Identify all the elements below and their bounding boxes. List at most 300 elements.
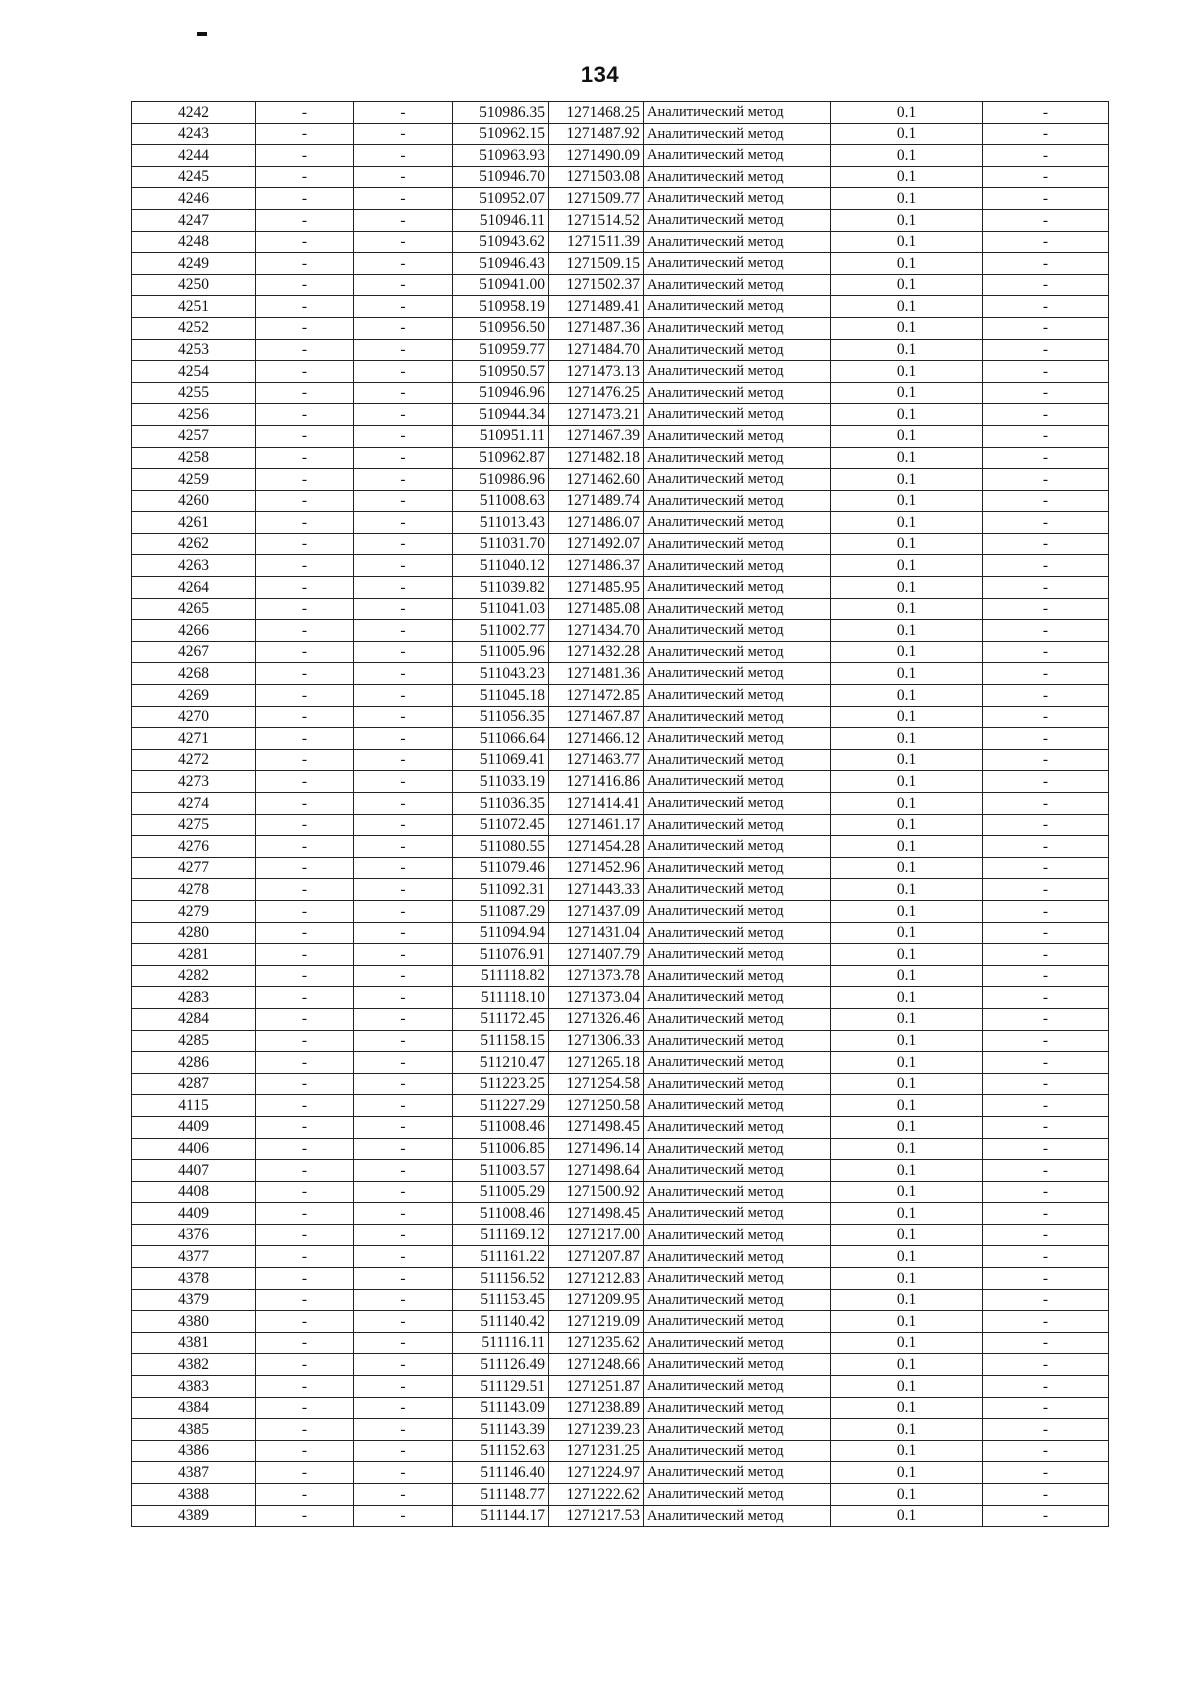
x-coordinate-cell: 510962.87 (453, 447, 549, 469)
empty-value-cell: - (256, 1354, 354, 1376)
empty-value-cell: - (256, 965, 354, 987)
point-number-cell: 4266 (132, 620, 256, 642)
table-row (132, 814, 1109, 836)
table-row (132, 965, 1109, 987)
method-cell: Аналитический метод (644, 188, 831, 210)
y-coordinate-cell: 1271432.28 (549, 641, 644, 663)
empty-value-cell: - (256, 879, 354, 901)
y-coordinate-cell: 1271224.97 (549, 1462, 644, 1484)
precision-cell: 0.1 (831, 706, 983, 728)
x-coordinate-cell: 511008.46 (453, 1203, 549, 1225)
method-cell: Аналитический метод (644, 1484, 831, 1506)
empty-value-cell: - (983, 296, 1109, 318)
method-cell: Аналитический метод (644, 490, 831, 512)
precision-cell: 0.1 (831, 1311, 983, 1333)
precision-cell: 0.1 (831, 102, 983, 124)
table-row (132, 1419, 1109, 1441)
method-cell: Аналитический метод (644, 1073, 831, 1095)
empty-value-cell: - (256, 1311, 354, 1333)
empty-value-cell: - (983, 123, 1109, 145)
empty-value-cell: - (256, 1246, 354, 1268)
empty-value-cell: - (256, 836, 354, 858)
x-coordinate-cell: 511129.51 (453, 1376, 549, 1398)
empty-value-cell: - (983, 1440, 1109, 1462)
empty-value-cell: - (983, 253, 1109, 275)
method-cell: Аналитический метод (644, 728, 831, 750)
precision-cell: 0.1 (831, 922, 983, 944)
x-coordinate-cell: 511140.42 (453, 1311, 549, 1333)
empty-value-cell: - (983, 598, 1109, 620)
point-number-cell: 4406 (132, 1138, 256, 1160)
empty-value-cell: - (354, 1332, 453, 1354)
empty-value-cell: - (983, 209, 1109, 231)
empty-value-cell: - (256, 987, 354, 1009)
empty-value-cell: - (256, 1052, 354, 1074)
empty-value-cell: - (256, 1397, 354, 1419)
empty-value-cell: - (256, 1268, 354, 1290)
y-coordinate-cell: 1271209.95 (549, 1289, 644, 1311)
x-coordinate-cell: 511172.45 (453, 1008, 549, 1030)
x-coordinate-cell: 511161.22 (453, 1246, 549, 1268)
empty-value-cell: - (354, 663, 453, 685)
precision-cell: 0.1 (831, 166, 983, 188)
x-coordinate-cell: 511126.49 (453, 1354, 549, 1376)
empty-value-cell: - (983, 663, 1109, 685)
empty-value-cell: - (354, 188, 453, 210)
table-row (132, 145, 1109, 167)
precision-cell: 0.1 (831, 1203, 983, 1225)
precision-cell: 0.1 (831, 231, 983, 253)
x-coordinate-cell: 511146.40 (453, 1462, 549, 1484)
empty-value-cell: - (354, 1008, 453, 1030)
method-cell: Аналитический метод (644, 469, 831, 491)
precision-cell: 0.1 (831, 836, 983, 858)
empty-value-cell: - (983, 1462, 1109, 1484)
method-cell: Аналитический метод (644, 425, 831, 447)
y-coordinate-cell: 1271502.37 (549, 274, 644, 296)
method-cell: Аналитический метод (644, 1397, 831, 1419)
empty-value-cell: - (256, 1440, 354, 1462)
point-number-cell: 4287 (132, 1073, 256, 1095)
method-cell: Аналитический метод (644, 296, 831, 318)
y-coordinate-cell: 1271235.62 (549, 1332, 644, 1354)
method-cell: Аналитический метод (644, 1440, 831, 1462)
point-number-cell: 4271 (132, 728, 256, 750)
point-number-cell: 4386 (132, 1440, 256, 1462)
x-coordinate-cell: 511223.25 (453, 1073, 549, 1095)
table-row (132, 1397, 1109, 1419)
empty-value-cell: - (354, 1052, 453, 1074)
empty-value-cell: - (354, 965, 453, 987)
point-number-cell: 4272 (132, 749, 256, 771)
point-number-cell: 4263 (132, 555, 256, 577)
empty-value-cell: - (354, 1030, 453, 1052)
y-coordinate-cell: 1271254.58 (549, 1073, 644, 1095)
precision-cell: 0.1 (831, 1030, 983, 1052)
method-cell: Аналитический метод (644, 1008, 831, 1030)
method-cell: Аналитический метод (644, 361, 831, 383)
y-coordinate-cell: 1271486.07 (549, 512, 644, 534)
point-number-cell: 4259 (132, 469, 256, 491)
empty-value-cell: - (983, 166, 1109, 188)
method-cell: Аналитический метод (644, 1224, 831, 1246)
empty-value-cell: - (354, 641, 453, 663)
empty-value-cell: - (983, 231, 1109, 253)
method-cell: Аналитический метод (644, 1246, 831, 1268)
empty-value-cell: - (983, 1268, 1109, 1290)
precision-cell: 0.1 (831, 749, 983, 771)
method-cell: Аналитический метод (644, 102, 831, 124)
x-coordinate-cell: 510951.11 (453, 425, 549, 447)
y-coordinate-cell: 1271326.46 (549, 1008, 644, 1030)
point-number-cell: 4281 (132, 944, 256, 966)
empty-value-cell: - (354, 404, 453, 426)
method-cell: Аналитический метод (644, 1203, 831, 1225)
precision-cell: 0.1 (831, 145, 983, 167)
empty-value-cell: - (354, 123, 453, 145)
method-cell: Аналитический метод (644, 145, 831, 167)
table-row (132, 1505, 1109, 1527)
y-coordinate-cell: 1271212.83 (549, 1268, 644, 1290)
empty-value-cell: - (983, 447, 1109, 469)
empty-value-cell: - (256, 598, 354, 620)
empty-value-cell: - (354, 469, 453, 491)
empty-value-cell: - (983, 900, 1109, 922)
method-cell: Аналитический метод (644, 922, 831, 944)
method-cell: Аналитический метод (644, 749, 831, 771)
precision-cell: 0.1 (831, 188, 983, 210)
point-number-cell: 4264 (132, 577, 256, 599)
point-number-cell: 4247 (132, 209, 256, 231)
empty-value-cell: - (354, 1440, 453, 1462)
x-coordinate-cell: 511118.82 (453, 965, 549, 987)
empty-value-cell: - (354, 1181, 453, 1203)
table-row (132, 296, 1109, 318)
y-coordinate-cell: 1271452.96 (549, 857, 644, 879)
precision-cell: 0.1 (831, 879, 983, 901)
empty-value-cell: - (256, 1462, 354, 1484)
empty-value-cell: - (256, 253, 354, 275)
empty-value-cell: - (256, 922, 354, 944)
method-cell: Аналитический метод (644, 231, 831, 253)
empty-value-cell: - (983, 1505, 1109, 1527)
y-coordinate-cell: 1271485.08 (549, 598, 644, 620)
point-number-cell: 4388 (132, 1484, 256, 1506)
method-cell: Аналитический метод (644, 1419, 831, 1441)
empty-value-cell: - (354, 339, 453, 361)
table-row (132, 1289, 1109, 1311)
empty-value-cell: - (256, 728, 354, 750)
table-row (132, 771, 1109, 793)
precision-cell: 0.1 (831, 1181, 983, 1203)
precision-cell: 0.1 (831, 123, 983, 145)
empty-value-cell: - (983, 1073, 1109, 1095)
x-coordinate-cell: 511118.10 (453, 987, 549, 1009)
empty-value-cell: - (354, 1138, 453, 1160)
empty-value-cell: - (354, 555, 453, 577)
precision-cell: 0.1 (831, 382, 983, 404)
table-row (132, 944, 1109, 966)
precision-cell: 0.1 (831, 641, 983, 663)
x-coordinate-cell: 511210.47 (453, 1052, 549, 1074)
empty-value-cell: - (256, 1160, 354, 1182)
method-cell: Аналитический метод (644, 1462, 831, 1484)
precision-cell: 0.1 (831, 1268, 983, 1290)
empty-value-cell: - (354, 706, 453, 728)
table-row (132, 620, 1109, 642)
empty-value-cell: - (256, 447, 354, 469)
y-coordinate-cell: 1271473.21 (549, 404, 644, 426)
point-number-cell: 4384 (132, 1397, 256, 1419)
point-number-cell: 4385 (132, 1419, 256, 1441)
y-coordinate-cell: 1271486.37 (549, 555, 644, 577)
x-coordinate-cell: 511153.45 (453, 1289, 549, 1311)
point-number-cell: 4275 (132, 814, 256, 836)
empty-value-cell: - (983, 512, 1109, 534)
point-number-cell: 4115 (132, 1095, 256, 1117)
empty-value-cell: - (983, 1181, 1109, 1203)
precision-cell: 0.1 (831, 274, 983, 296)
point-number-cell: 4409 (132, 1203, 256, 1225)
table-row (132, 1376, 1109, 1398)
x-coordinate-cell: 511156.52 (453, 1268, 549, 1290)
y-coordinate-cell: 1271407.79 (549, 944, 644, 966)
empty-value-cell: - (983, 879, 1109, 901)
empty-value-cell: - (983, 425, 1109, 447)
empty-value-cell: - (354, 1224, 453, 1246)
point-number-cell: 4286 (132, 1052, 256, 1074)
table-row (132, 274, 1109, 296)
y-coordinate-cell: 1271222.62 (549, 1484, 644, 1506)
point-number-cell: 4284 (132, 1008, 256, 1030)
empty-value-cell: - (983, 188, 1109, 210)
empty-value-cell: - (354, 1505, 453, 1527)
point-number-cell: 4285 (132, 1030, 256, 1052)
empty-value-cell: - (983, 274, 1109, 296)
method-cell: Аналитический метод (644, 253, 831, 275)
empty-value-cell: - (354, 166, 453, 188)
empty-value-cell: - (256, 793, 354, 815)
point-number-cell: 4377 (132, 1246, 256, 1268)
empty-value-cell: - (256, 533, 354, 555)
precision-cell: 0.1 (831, 1073, 983, 1095)
empty-value-cell: - (256, 1224, 354, 1246)
y-coordinate-cell: 1271207.87 (549, 1246, 644, 1268)
empty-value-cell: - (256, 1095, 354, 1117)
x-coordinate-cell: 510943.62 (453, 231, 549, 253)
precision-cell: 0.1 (831, 404, 983, 426)
precision-cell: 0.1 (831, 598, 983, 620)
empty-value-cell: - (354, 231, 453, 253)
point-number-cell: 4245 (132, 166, 256, 188)
x-coordinate-cell: 510958.19 (453, 296, 549, 318)
empty-value-cell: - (983, 771, 1109, 793)
y-coordinate-cell: 1271476.25 (549, 382, 644, 404)
table-body (132, 102, 1109, 1527)
precision-cell: 0.1 (831, 469, 983, 491)
x-coordinate-cell: 511072.45 (453, 814, 549, 836)
x-coordinate-cell: 510986.35 (453, 102, 549, 124)
empty-value-cell: - (256, 361, 354, 383)
empty-value-cell: - (354, 1268, 453, 1290)
empty-value-cell: - (256, 1030, 354, 1052)
precision-cell: 0.1 (831, 1484, 983, 1506)
table-row (132, 987, 1109, 1009)
empty-value-cell: - (983, 1246, 1109, 1268)
method-cell: Аналитический метод (644, 793, 831, 815)
x-coordinate-cell: 511056.35 (453, 706, 549, 728)
y-coordinate-cell: 1271431.04 (549, 922, 644, 944)
point-number-cell: 4279 (132, 900, 256, 922)
empty-value-cell: - (256, 641, 354, 663)
point-number-cell: 4380 (132, 1311, 256, 1333)
y-coordinate-cell: 1271487.92 (549, 123, 644, 145)
page-number: 134 (580, 62, 620, 87)
y-coordinate-cell: 1271454.28 (549, 836, 644, 858)
method-cell: Аналитический метод (644, 620, 831, 642)
empty-value-cell: - (256, 188, 354, 210)
empty-value-cell: - (354, 253, 453, 275)
table-row (132, 1332, 1109, 1354)
method-cell: Аналитический метод (644, 1052, 831, 1074)
precision-cell: 0.1 (831, 1332, 983, 1354)
table-row (132, 555, 1109, 577)
empty-value-cell: - (256, 1181, 354, 1203)
empty-value-cell: - (256, 123, 354, 145)
empty-value-cell: - (354, 1246, 453, 1268)
table-row (132, 857, 1109, 879)
empty-value-cell: - (256, 663, 354, 685)
point-number-cell: 4408 (132, 1181, 256, 1203)
y-coordinate-cell: 1271514.52 (549, 209, 644, 231)
empty-value-cell: - (256, 145, 354, 167)
precision-cell: 0.1 (831, 1246, 983, 1268)
empty-value-cell: - (256, 317, 354, 339)
empty-value-cell: - (983, 857, 1109, 879)
empty-value-cell: - (983, 1224, 1109, 1246)
table-row (132, 425, 1109, 447)
empty-value-cell: - (983, 706, 1109, 728)
method-cell: Аналитический метод (644, 836, 831, 858)
y-coordinate-cell: 1271500.92 (549, 1181, 644, 1203)
table-row (132, 879, 1109, 901)
x-coordinate-cell: 511043.23 (453, 663, 549, 685)
precision-cell: 0.1 (831, 1160, 983, 1182)
precision-cell: 0.1 (831, 1462, 983, 1484)
table-row (132, 685, 1109, 707)
empty-value-cell: - (983, 361, 1109, 383)
empty-value-cell: - (354, 102, 453, 124)
empty-value-cell: - (983, 382, 1109, 404)
empty-value-cell: - (256, 1376, 354, 1398)
empty-value-cell: - (983, 1008, 1109, 1030)
empty-value-cell: - (983, 620, 1109, 642)
y-coordinate-cell: 1271373.78 (549, 965, 644, 987)
table-row (132, 166, 1109, 188)
x-coordinate-cell: 511066.64 (453, 728, 549, 750)
empty-value-cell: - (354, 447, 453, 469)
empty-value-cell: - (983, 944, 1109, 966)
empty-value-cell: - (256, 382, 354, 404)
x-coordinate-cell: 510946.43 (453, 253, 549, 275)
table-row (132, 1052, 1109, 1074)
x-coordinate-cell: 511036.35 (453, 793, 549, 815)
precision-cell: 0.1 (831, 577, 983, 599)
table-row (132, 447, 1109, 469)
precision-cell: 0.1 (831, 425, 983, 447)
x-coordinate-cell: 511041.03 (453, 598, 549, 620)
method-cell: Аналитический метод (644, 577, 831, 599)
y-coordinate-cell: 1271217.53 (549, 1505, 644, 1527)
method-cell: Аналитический метод (644, 663, 831, 685)
empty-value-cell: - (983, 102, 1109, 124)
empty-value-cell: - (354, 317, 453, 339)
table-row (132, 1462, 1109, 1484)
table-row (132, 1138, 1109, 1160)
x-coordinate-cell: 511116.11 (453, 1332, 549, 1354)
y-coordinate-cell: 1271416.86 (549, 771, 644, 793)
empty-value-cell: - (256, 900, 354, 922)
point-number-cell: 4376 (132, 1224, 256, 1246)
empty-value-cell: - (354, 987, 453, 1009)
empty-value-cell: - (354, 145, 453, 167)
empty-value-cell: - (983, 685, 1109, 707)
method-cell: Аналитический метод (644, 1376, 831, 1398)
method-cell: Аналитический метод (644, 274, 831, 296)
point-number-cell: 4261 (132, 512, 256, 534)
precision-cell: 0.1 (831, 1052, 983, 1074)
empty-value-cell: - (354, 296, 453, 318)
empty-value-cell: - (354, 1397, 453, 1419)
empty-value-cell: - (256, 339, 354, 361)
empty-value-cell: - (983, 987, 1109, 1009)
x-coordinate-cell: 511069.41 (453, 749, 549, 771)
method-cell: Аналитический метод (644, 512, 831, 534)
method-cell: Аналитический метод (644, 706, 831, 728)
table-row (132, 1484, 1109, 1506)
x-coordinate-cell: 511148.77 (453, 1484, 549, 1506)
point-number-cell: 4276 (132, 836, 256, 858)
empty-value-cell: - (256, 166, 354, 188)
empty-value-cell: - (256, 1484, 354, 1506)
table-row (132, 1440, 1109, 1462)
y-coordinate-cell: 1271265.18 (549, 1052, 644, 1074)
y-coordinate-cell: 1271467.39 (549, 425, 644, 447)
point-number-cell: 4280 (132, 922, 256, 944)
y-coordinate-cell: 1271484.70 (549, 339, 644, 361)
point-number-cell: 4274 (132, 793, 256, 815)
empty-value-cell: - (983, 1030, 1109, 1052)
table-row (132, 339, 1109, 361)
empty-value-cell: - (256, 706, 354, 728)
empty-value-cell: - (983, 793, 1109, 815)
table-row (132, 469, 1109, 491)
method-cell: Аналитический метод (644, 1354, 831, 1376)
x-coordinate-cell: 510962.15 (453, 123, 549, 145)
point-number-cell: 4254 (132, 361, 256, 383)
empty-value-cell: - (256, 555, 354, 577)
y-coordinate-cell: 1271473.13 (549, 361, 644, 383)
method-cell: Аналитический метод (644, 598, 831, 620)
point-number-cell: 4253 (132, 339, 256, 361)
empty-value-cell: - (983, 1311, 1109, 1333)
precision-cell: 0.1 (831, 663, 983, 685)
x-coordinate-cell: 511152.63 (453, 1440, 549, 1462)
method-cell: Аналитический метод (644, 382, 831, 404)
method-cell: Аналитический метод (644, 1289, 831, 1311)
empty-value-cell: - (256, 231, 354, 253)
point-number-cell: 4387 (132, 1462, 256, 1484)
